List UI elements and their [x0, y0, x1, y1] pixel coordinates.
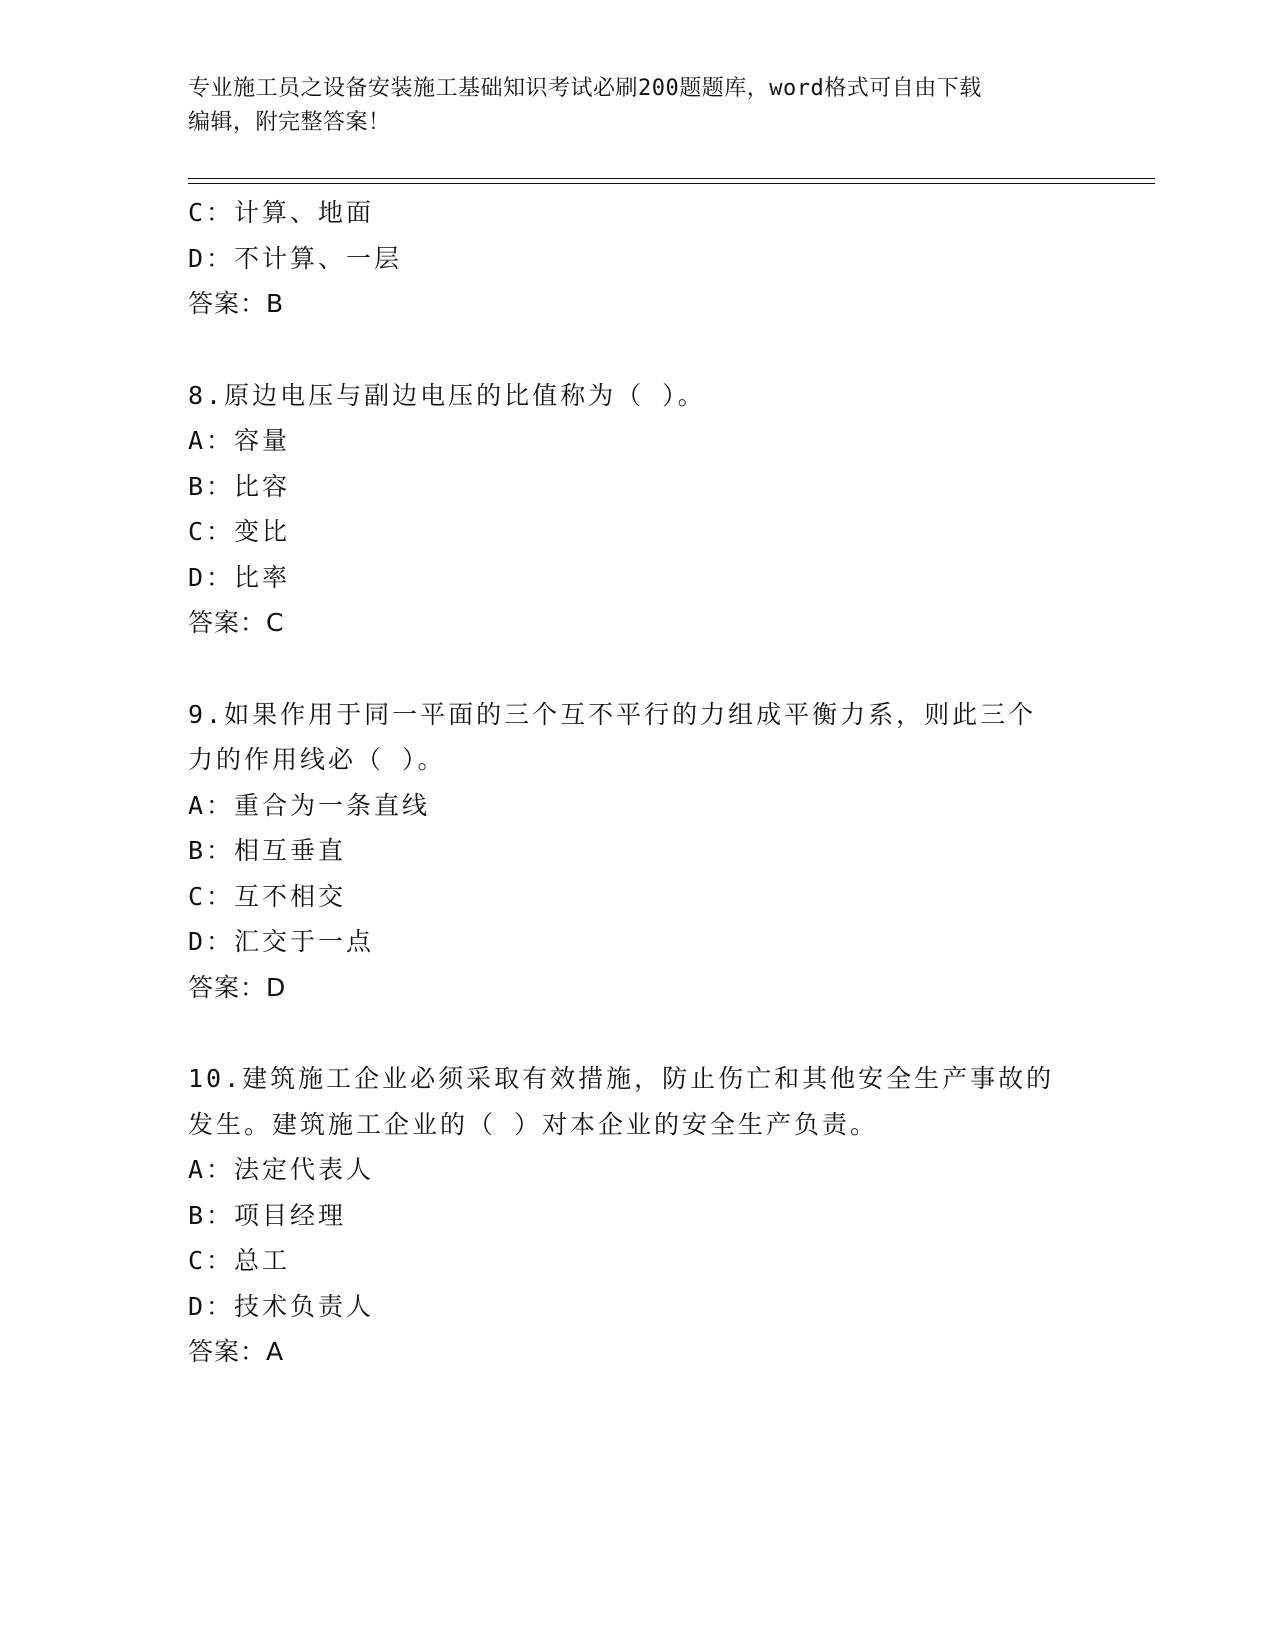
question-stem-continued: 力的作用线必（ ）。 — [188, 745, 446, 774]
option-c: C：互不相交 — [188, 881, 347, 911]
option-b: B：项目经理 — [188, 1200, 347, 1230]
option-d: D：汇交于一点 — [188, 927, 375, 956]
header-line-2: 编辑，附完整答案！ — [188, 110, 391, 135]
option-d: D：技术负责人 — [188, 1291, 375, 1321]
question-8 — [188, 373, 1088, 646]
option-b: B：比容 — [188, 471, 291, 501]
option-c: C：变比 — [188, 517, 291, 546]
question-stem: 10.建筑施工企业必须采取有效措施，防止伤亡和其他安全生产事故的 — [188, 1064, 1055, 1093]
question-10 — [188, 1056, 1088, 1375]
question-stem-continued: 发生。建筑施工企业的（ ）对本企业的安全生产负责。 — [188, 1109, 879, 1139]
header-divider-bottom — [188, 183, 1155, 184]
option-a: A：法定代表人 — [188, 1155, 375, 1184]
document-header — [188, 72, 1068, 140]
header-line-1: 专业施工员之设备安装施工基础知识考试必刷200题题库，word格式可自由下载 — [188, 76, 982, 101]
answer-line: 答案：C — [188, 608, 285, 637]
header-divider-top — [188, 178, 1155, 179]
option-d: D：不计算、一层 — [188, 243, 403, 273]
option-a: A：重合为一条直线 — [188, 790, 431, 820]
option-d: D：比率 — [188, 562, 291, 592]
answer-line: 答案：A — [188, 1337, 285, 1366]
question-stem: 8.原边电压与副边电压的比值称为（ ）。 — [188, 380, 706, 410]
question-stem: 9.如果作用于同一平面的三个互不平行的力组成平衡力系，则此三个 — [188, 699, 1037, 729]
option-a: A：容量 — [188, 426, 291, 455]
answer-line: 答案：B — [188, 289, 285, 318]
option-c: C：总工 — [188, 1246, 291, 1275]
question-7-tail — [188, 190, 1088, 327]
answer-line: 答案：D — [188, 972, 287, 1002]
question-9 — [188, 692, 1088, 1011]
question-list — [188, 190, 1088, 1375]
option-b: B：相互垂直 — [188, 836, 347, 865]
option-c: C：计算、地面 — [188, 198, 375, 227]
